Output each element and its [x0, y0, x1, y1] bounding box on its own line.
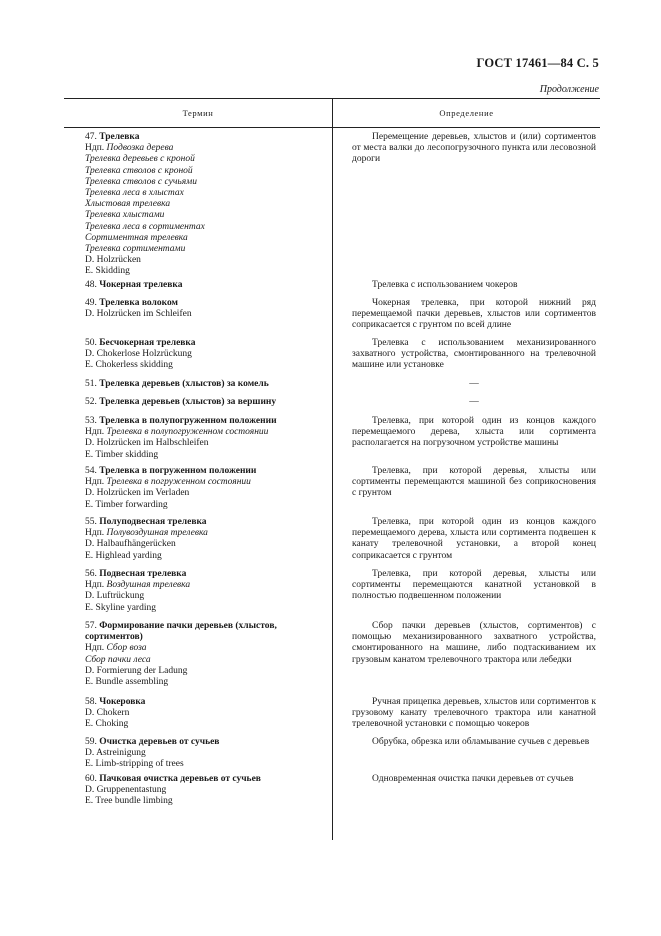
- term-heading: [64, 621, 328, 643]
- page-header-doc-id: ГОСТ 17461—84 С. 5: [476, 56, 599, 70]
- term-synonym: Трелевка деревьев с кроной: [85, 154, 195, 165]
- term-title: Формирование пачки деревьев (хлыстов, сортиментов): [85, 621, 277, 643]
- term-heading: [85, 416, 328, 427]
- term-english: E. Skyline yarding: [85, 602, 156, 613]
- table-row: [64, 397, 600, 408]
- term-german: D. Holzrücken im Verladen: [85, 488, 190, 499]
- term-heading: [85, 379, 328, 390]
- term-synonym: Трелевка леса в сортиментах: [85, 221, 205, 232]
- term-synonym: Трелевка сортиментами: [85, 244, 186, 255]
- term-title: Чокерная трелевка: [99, 280, 183, 290]
- term-english: E. Timber forwarding: [85, 499, 168, 510]
- term-synonym: Трелевка хлыстами: [85, 210, 165, 221]
- term-ndp: [85, 580, 328, 591]
- ndp-term: Полувоздушная трелевка: [106, 528, 208, 539]
- term-number: 57.: [85, 621, 97, 631]
- term-cell: [64, 338, 332, 372]
- term-title: Трелевка в погруженном положении: [99, 466, 257, 476]
- table-row: [64, 379, 600, 390]
- table-row: [64, 774, 600, 808]
- ndp-prefix: Ндп.: [85, 427, 105, 438]
- term-english: E. Choking: [85, 719, 129, 730]
- ndp-term: Трелевка в погруженном состоянии: [106, 477, 251, 488]
- definition-text: Перемещение деревьев, хлыстов и (или) сортиментов от места валки до лесопогрузочного пункта или лесовозной дороги: [352, 132, 596, 165]
- table-row: [64, 517, 600, 562]
- term-cell: [64, 697, 332, 731]
- term-title: Трелевка в полупогруженном положении: [99, 416, 277, 426]
- definition-cell: [332, 466, 600, 511]
- term-german: D. Luftrückung: [85, 591, 145, 602]
- table-row: [64, 569, 600, 614]
- term-heading: [85, 737, 328, 748]
- term-number: 53.: [85, 416, 97, 426]
- term-heading: [85, 517, 328, 528]
- term-title: Трелевка: [99, 132, 140, 142]
- term-cell: [64, 298, 332, 332]
- term-heading: [85, 466, 328, 477]
- term-number: 47.: [85, 132, 97, 142]
- term-title: Очистка деревьев от сучьев: [99, 737, 220, 747]
- ndp-term: Воздушная трелевка: [106, 580, 191, 591]
- term-title: Чокеровка: [99, 697, 146, 707]
- ndp-term: Сбор воза: [106, 643, 147, 654]
- term-number: 56.: [85, 569, 97, 579]
- table-row: [64, 697, 600, 731]
- definition-cell: [332, 569, 600, 614]
- term-number: 50.: [85, 338, 97, 348]
- table-row: [64, 466, 600, 511]
- term-cell: [64, 737, 332, 771]
- definition-cell: [332, 280, 600, 291]
- term-title: Пачковая очистка деревьев от сучьев: [99, 774, 261, 784]
- continuation-label: Продолжение: [539, 84, 599, 95]
- term-cell: [64, 416, 332, 461]
- term-ndp: [85, 427, 328, 438]
- term-english: E. Limb-stripping of trees: [85, 759, 184, 770]
- column-header-definitions: Определение: [332, 99, 600, 127]
- definition-cell: [332, 774, 600, 808]
- definition-cell: [332, 416, 600, 461]
- definition-cell: [332, 132, 600, 278]
- term-german: D. Chokerlose Holzrückung: [85, 349, 192, 360]
- ndp-prefix: Ндп.: [85, 477, 105, 488]
- term-cell: [64, 379, 332, 390]
- term-english: E. Skidding: [85, 266, 130, 277]
- table-row: [64, 280, 600, 291]
- term-title: Полуподвесная трелевка: [99, 517, 207, 527]
- definition-text: Чокерная трелевка, при которой нижний ряд перемещаемой пачки деревьев, хлыстов или сортиментов соприкасается с грунтом по всей длине: [352, 298, 596, 331]
- definition-cell: [332, 397, 600, 408]
- definition-text: Трелевка, при которой деревья, хлысты или сортименты перемещаются канатной установкой в полностью подвешенном положении: [352, 569, 596, 602]
- term-synonym: Сортиментная трелевка: [85, 232, 188, 243]
- term-synonym: Трелевка стволов с сучьями: [85, 176, 197, 187]
- ndp-prefix: Ндп.: [85, 143, 105, 154]
- term-number: 54.: [85, 466, 97, 476]
- table-row: [64, 416, 600, 461]
- definition-text: Обрубка, обрезка или обламывание сучьев с деревьев: [372, 737, 590, 747]
- term-cell: [64, 397, 332, 408]
- table-row: [64, 338, 600, 372]
- term-english: E. Highlead yarding: [85, 550, 162, 561]
- definition-text: Сбор пачки деревьев (хлыстов, сортиментов) с помощью механизированного захватного устройства, смонтированного на машине, либо подтаскиванием их грузовым канатом трелевочного трактора или лебедки: [352, 621, 596, 665]
- term-title: Бесчокерная трелевка: [99, 338, 196, 348]
- definition-text: Трелевка с использованием чокеров: [372, 280, 518, 290]
- term-english: E. Bundle assembling: [85, 677, 169, 688]
- term-heading: [85, 280, 328, 291]
- term-cell: [64, 774, 332, 808]
- term-number: 58.: [85, 697, 97, 707]
- ndp-prefix: Ндп.: [85, 528, 105, 539]
- term-heading: [85, 338, 328, 349]
- term-number: 60.: [85, 774, 97, 784]
- term-ndp: [85, 143, 328, 154]
- column-header-terms: Термин: [182, 108, 214, 118]
- term-german: D. Holzrücken im Schleifen: [85, 309, 192, 320]
- ndp-prefix: Ндп.: [85, 643, 105, 654]
- table-row: [64, 621, 600, 688]
- definition-text: Одновременная очистка пачки деревьев от сучьев: [372, 774, 574, 784]
- definition-text: Трелевка, при которой деревья, хлысты или сортименты перемещаются машиной без соприкосновения с грунтом: [352, 466, 596, 499]
- definition-text: Трелевка, при которой один из концов каждого перемещаемого дерева, хлыста или сортимента подвешен к канату трелевочной установки, а второй конец соприкасается с грунтом: [352, 517, 596, 561]
- ndp-prefix: Ндп.: [85, 580, 105, 591]
- term-german: D. Gruppenentastung: [85, 785, 167, 796]
- definition-cell: [332, 298, 600, 332]
- table-header: [64, 98, 600, 128]
- term-title: Подвесная трелевка: [99, 569, 187, 579]
- term-cell: [64, 621, 332, 688]
- definition-cell: [332, 338, 600, 372]
- term-title: Трелевка волоком: [99, 298, 179, 308]
- definition-text: Ручная прицепка деревьев, хлыстов или сортиментов к грузовому канату трелевочного трактора или канатной трелевочной установки с помощью чокеров: [352, 697, 596, 730]
- table-row: [64, 298, 600, 332]
- term-heading: [85, 397, 328, 408]
- ndp-term: Трелевка в полупогруженном состоянии: [106, 427, 269, 438]
- term-title: Трелевка деревьев (хлыстов) за комель: [99, 379, 269, 389]
- definition-cell: [332, 379, 600, 390]
- term-cell: [64, 517, 332, 562]
- definition-text: —: [469, 379, 479, 389]
- term-number: 49.: [85, 298, 97, 308]
- term-german: D. Holzrücken im Halbschleifen: [85, 438, 209, 449]
- term-cell: [64, 569, 332, 614]
- term-english: E. Timber skidding: [85, 449, 159, 460]
- term-ndp: [85, 643, 328, 654]
- term-heading: [85, 569, 328, 580]
- term-german: D. Astreinigung: [85, 748, 146, 759]
- term-number: 51.: [85, 379, 97, 389]
- term-heading: [85, 132, 328, 143]
- term-number: 55.: [85, 517, 97, 527]
- definition-cell: [332, 517, 600, 562]
- term-cell: [64, 132, 332, 278]
- term-number: 48.: [85, 280, 97, 290]
- term-english: E. Chokerless skidding: [85, 360, 173, 371]
- term-synonym: Трелевка стволов с кроной: [85, 165, 193, 176]
- term-ndp: [85, 528, 328, 539]
- table-row: [64, 132, 600, 278]
- term-german: D. Chokern: [85, 708, 130, 719]
- term-number: 59.: [85, 737, 97, 747]
- definition-text: Трелевка, при которой один из концов каждого перемещаемого дерева, хлыста или сортимента располагается на погрузочном устройстве машины: [352, 416, 596, 449]
- ndp-term: Подвозка дерева: [106, 143, 174, 154]
- term-heading: [85, 697, 328, 708]
- definition-cell: [332, 697, 600, 731]
- definition-cell: [332, 621, 600, 688]
- term-german: D. Formierung der Ladung: [85, 665, 188, 676]
- term-synonym: Сбор пачки леса: [85, 654, 151, 665]
- term-ndp: [85, 477, 328, 488]
- term-heading: [85, 298, 328, 309]
- term-title: Трелевка деревьев (хлыстов) за вершину: [99, 397, 277, 407]
- term-synonym: Трелевка леса в хлыстах: [85, 188, 184, 199]
- term-number: 52.: [85, 397, 97, 407]
- definition-text: Трелевка с использованием механизированного захватного устройства, смонтированного на трелевочной машине или установке: [352, 338, 596, 371]
- term-cell: [64, 466, 332, 511]
- terms-table: [64, 98, 600, 807]
- term-heading: [85, 774, 328, 785]
- term-cell: [64, 280, 332, 291]
- definition-cell: [332, 737, 600, 771]
- term-english: E. Tree bundle limbing: [85, 796, 173, 807]
- definition-text: —: [469, 397, 479, 407]
- term-german: D. Halbaufhängerücken: [85, 539, 176, 550]
- term-german: D. Holzrücken: [85, 255, 141, 266]
- term-synonym: Хлыстовая трелевка: [85, 199, 171, 210]
- table-row: [64, 737, 600, 771]
